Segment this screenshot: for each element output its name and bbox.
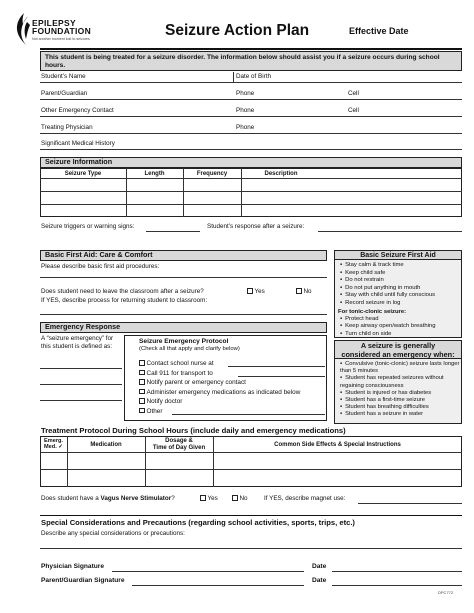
special-rule (40, 515, 462, 516)
physician-date-line (332, 571, 462, 572)
emergency-criteria-heading-2: considered an emergency when: (341, 349, 455, 359)
protocol-option-label: Administer emergency medications as indicated below (146, 388, 301, 396)
dob-label: Date of Birth (236, 73, 271, 80)
vns-no-label: No (239, 495, 248, 502)
first-aid-heading-text: Basic First Aid: Care & Comfort (45, 250, 153, 260)
protocol-option-label: Call 911 for transport to (146, 369, 213, 377)
parent-signature-line (132, 585, 304, 586)
col-side-effects: Common Side Effects & Special Instructions (274, 442, 401, 448)
basic-first-aid-box-heading (334, 250, 462, 260)
protocol-option-label: Other (146, 407, 163, 415)
protocol-checkbox[interactable] (139, 398, 145, 404)
tonic-item: ▪ Turn child on side (340, 331, 460, 338)
leave-no-checkbox[interactable] (296, 288, 302, 294)
emergency-criteria-item: ▪ Student has breathing difficulties (340, 404, 460, 411)
emergency-criteria-item: ▪ Student has a first-time seizure (340, 397, 460, 404)
emergency-criteria-item: ▪ Student is injured or has diabetes (340, 390, 460, 397)
seizure-info-heading (40, 157, 462, 168)
protocol-option[interactable] (139, 397, 325, 407)
special-describe: Describe any special considerations or precautions: (41, 530, 185, 537)
history-label: Significant Medical History (41, 140, 115, 147)
protocol-subtitle: (Check all that apply and clarify below) (139, 346, 240, 352)
other-phone-label: Phone (236, 107, 255, 114)
emergency-criteria-item: ▪ Student has a seizure in water (340, 411, 460, 418)
protocol-option-label: Notify parent or emergency contact (146, 379, 246, 387)
seizure-table-row-1 (40, 191, 462, 192)
parent-phone-label: Phone (236, 90, 255, 97)
vns-no[interactable] (232, 495, 248, 502)
parent-label: Parent/Guardian (41, 90, 88, 97)
basic-first-aid-list (340, 262, 460, 308)
protocol-title: Seizure Emergency Protocol (139, 338, 229, 345)
physician-date-label: Date (312, 563, 327, 570)
vns-no-checkbox[interactable] (232, 495, 238, 501)
first-aid-item: ▪ Record seizure in log (340, 300, 460, 308)
special-line-1 (40, 548, 462, 549)
triggers-line (146, 231, 200, 232)
tonic-item: ▪ Keep airway open/watch breathing (340, 323, 460, 330)
emergency-definition: A “seizure emergency” for this student is defined as: (41, 335, 114, 350)
student-line-1 (40, 82, 462, 83)
first-aid-describe: Please describe basic first aid procedures: (41, 263, 160, 270)
first-aid-item: ▪ Keep child safe (340, 270, 460, 278)
tonic-clonic-list (340, 316, 460, 338)
student-line-3 (40, 116, 462, 117)
first-aid-line-2 (40, 314, 327, 315)
parent-cell-label: Cell (348, 90, 359, 97)
col-frequency: Frequency (196, 171, 228, 177)
other-contact-label: Other Emergency Contact (41, 107, 114, 114)
col-dosage-line2: Time of Day Given (152, 444, 206, 451)
first-aid-item: ▪ Stay with child until fully conscious (340, 292, 460, 300)
leave-yes-label: Yes (254, 288, 265, 295)
student-divider-1 (233, 72, 234, 82)
response-line (318, 231, 462, 232)
vns-magnet-label: If YES, describe magnet use: (264, 495, 346, 502)
vns-question-bold: Vagus Nerve Stimulator (100, 495, 172, 502)
basic-first-aid-box-title: Basic Seizure First Aid (360, 252, 436, 259)
col-medication: Medication (90, 442, 122, 448)
other-line (172, 414, 325, 415)
student-line-2 (40, 99, 462, 100)
intro-text: This student is being treated for a seizure disorder. The information below should assist you if a seizure occurs during school hours. (45, 54, 440, 70)
vns-magnet-line (358, 503, 462, 504)
col-description: Description (264, 171, 298, 177)
seizure-table-head-rule (40, 178, 462, 179)
protocol-option-label: Contact school nurse at (146, 360, 214, 367)
leave-no-label: No (303, 288, 312, 295)
vns-yes-label: Yes (207, 495, 218, 502)
protocol-option[interactable] (139, 388, 325, 398)
emergency-criteria-item: ▪ Convulsive (tonic-clonic) seizure lasts longer than 5 minutes (340, 361, 460, 375)
logo-line2: FOUNDATION (32, 26, 92, 36)
col-emerg-line1: Emerg. (44, 438, 63, 444)
parent-signature-label: Parent/Guardian Signature (41, 577, 125, 584)
response-label: Student’s response after a seizure: (207, 223, 305, 230)
student-line-4 (40, 133, 462, 134)
emergency-criteria-list (340, 361, 460, 419)
physician-phone-label: Phone (236, 124, 255, 131)
col-dosage (145, 438, 213, 452)
logo-tagline: Not another moment lost to seizures (32, 37, 90, 41)
vns-question-post: ? (171, 495, 175, 502)
protocol-checkbox[interactable] (139, 360, 145, 366)
protocol-checkbox[interactable] (139, 389, 145, 395)
leave-yes-checkbox[interactable] (247, 288, 253, 294)
protocol-checkbox[interactable] (139, 408, 145, 414)
effective-date-label: Effective Date (349, 26, 409, 36)
first-aid-item: ▪ Stay calm & track time (340, 262, 460, 270)
protocol-checkbox[interactable] (139, 370, 145, 376)
seizure-table-row-2 (40, 204, 462, 205)
protocol-options (139, 359, 325, 417)
parent-date-line (332, 585, 462, 586)
emergency-def-line-1 (40, 368, 122, 369)
physician-signature-line (112, 571, 304, 572)
tonic-clonic-heading: For tonic-clonic seizure: (338, 309, 407, 315)
col-emerg-line2: Med. ✓ (44, 444, 63, 451)
protocol-option-label: Notify doctor (146, 398, 183, 406)
intro-bar (40, 51, 462, 71)
vns-question-pre: Does student have a (41, 495, 101, 502)
special-heading: Special Considerations and Precautions (regarding school activities, sports, trips, etc.) (41, 518, 355, 527)
tonic-item: ▪ Protect head (340, 316, 460, 323)
first-aid-line-1 (40, 277, 327, 278)
emergency-def-line-2 (40, 384, 122, 385)
emergency-criteria-heading (334, 340, 462, 359)
protocol-checkbox[interactable] (139, 379, 145, 385)
emergency-def-line-3 (40, 400, 122, 401)
vns-yes[interactable] (200, 495, 218, 502)
physician-signature-label: Physician Signature (41, 563, 105, 570)
physician-label: Treating Physician (41, 124, 93, 131)
vns-yes-checkbox[interactable] (200, 495, 206, 501)
logo-line1: EPILEPSY (32, 18, 76, 28)
form-code: DPC772 (438, 590, 454, 595)
seizure-info-heading-text: Seizure Information (45, 157, 113, 167)
parent-date-label: Date (312, 577, 327, 584)
emergency-heading-text: Emergency Response (45, 322, 121, 332)
return-process-label: If YES, describe process for returning student to classroom: (41, 297, 208, 304)
first-aid-item: ▪ Do not restrain (340, 277, 460, 285)
col-dosage-line1: Dosage & (165, 438, 193, 444)
col-emerg (40, 438, 67, 451)
treatment-head-rule (40, 452, 462, 453)
protocol-option[interactable] (139, 359, 325, 369)
protocol-option[interactable] (139, 378, 325, 388)
first-aid-heading (40, 250, 327, 261)
protocol-option[interactable] (139, 407, 325, 417)
leave-question: Does student need to leave the classroom after a seizure? (41, 288, 204, 295)
emergency-criteria-heading-1: A seizure is generally (360, 341, 436, 350)
emergency-heading (40, 322, 327, 333)
first-aid-item: ▪ Do not put anything in mouth (340, 285, 460, 293)
other-cell-label: Cell (348, 107, 359, 114)
emergency-criteria-item: ▪ Student has repeated seizures without regaining consciousness (340, 375, 460, 389)
vns-question (41, 495, 175, 502)
treatment-heading: Treatment Protocol During School Hours (include daily and emergency medications) (41, 426, 346, 435)
transport-line (238, 376, 325, 377)
page-title: Seizure Action Plan (165, 22, 310, 39)
header-rule (40, 48, 462, 50)
student-line-5 (40, 149, 462, 150)
treatment-row-1 (40, 469, 462, 470)
flame-icon (14, 12, 32, 46)
triggers-label: Seizure triggers or warning signs: (41, 223, 135, 230)
col-seizure-type: Seizure Type (64, 171, 102, 177)
col-length: Length (144, 171, 165, 177)
leave-yes[interactable] (247, 288, 265, 295)
student-name-label: Student’s Name (41, 73, 86, 80)
leave-no[interactable] (296, 288, 312, 295)
logo (14, 12, 134, 48)
nurse-line (228, 366, 325, 367)
